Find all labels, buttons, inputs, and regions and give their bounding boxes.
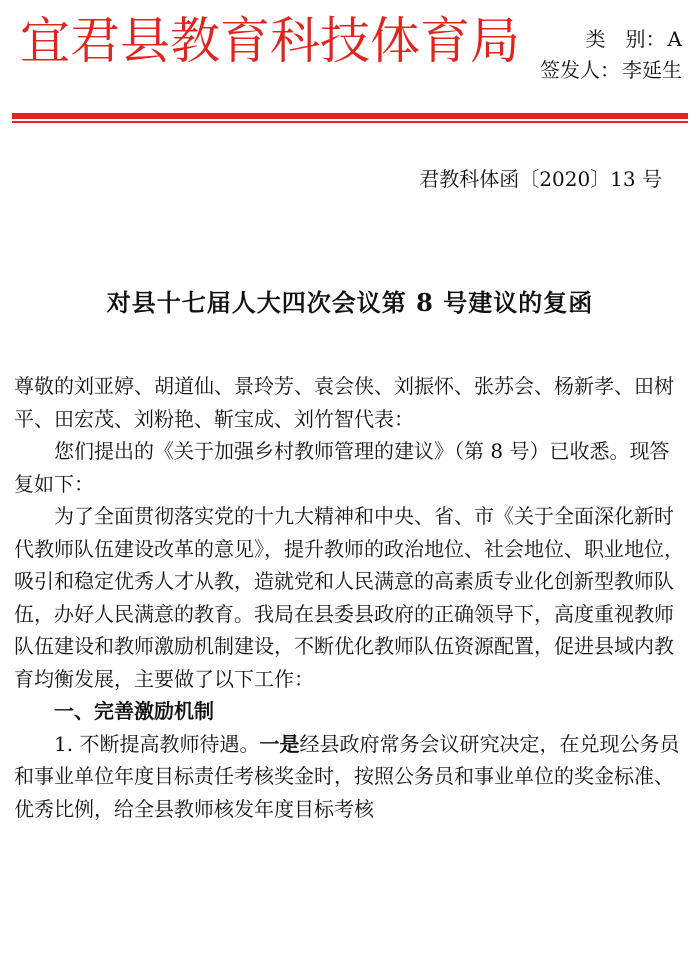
issuer-row: [472, 55, 682, 86]
category-value: A: [667, 27, 682, 51]
red-header-divider: [12, 113, 688, 123]
addressee-block: [14, 370, 686, 435]
item-1-text: 经县政府常务会议研究决定，在兑现公务员和事业单位年度目标责任考核奖金时，按照公务员和事业单位的奖金标准、优秀比例，给全县教师核发年度目标考核: [14, 731, 680, 821]
document-number: 君教科体函〔2020〕13 号: [419, 167, 662, 191]
category-row: [472, 24, 682, 55]
addressee-text: 尊敬的刘亚婷、胡道仙、景玲芳、袁会侠、刘振怀、张苏会、杨新孝、田树平、田宏茂、刘粉艳、靳宝成、刘竹智代表：: [14, 374, 674, 431]
document-meta: [472, 24, 682, 86]
item-1-paragraph: [14, 728, 686, 826]
background-paragraph: 为了全面贯彻落实党的十九大精神和中央、省、市《关于全面深化新时代教师队伍建设改革的意见》，提升教师的政治地位、社会地位、职业地位，吸引和稳定优秀人才从教，造就党和人民满意的高素质专业化创新型教师队伍，办好人民满意的教育。我局在县委县政府的正确领导下，高度重视教师队伍建设和教师激励机制建设，不断优化教师队伍资源配置，促进县域内教育均衡发展，主要做了以下工作：: [14, 504, 684, 691]
document-title: 对县十七届人大四次会议第 8 号建议的复函: [106, 288, 594, 317]
organization-title: 宜君县教育科技体育局: [20, 12, 520, 70]
item-1-emphasis: 一是: [259, 731, 300, 756]
section-heading-incentive: 一、完善激励机制: [54, 699, 214, 723]
document-body: [14, 435, 686, 825]
issuer-label: 签发人：: [540, 58, 620, 82]
reply-intro-paragraph: 您们提出的《关于加强乡村教师管理的建议》（第 8 号）已收悉。现答复如下：: [14, 439, 670, 496]
item-1-prefix: 1. 不断提高教师待遇。: [54, 731, 260, 756]
issuer-value: 李延生: [622, 58, 682, 82]
category-label: 类 别：: [585, 27, 666, 51]
thin-red-line: [12, 121, 688, 123]
thick-red-line: [12, 113, 688, 119]
